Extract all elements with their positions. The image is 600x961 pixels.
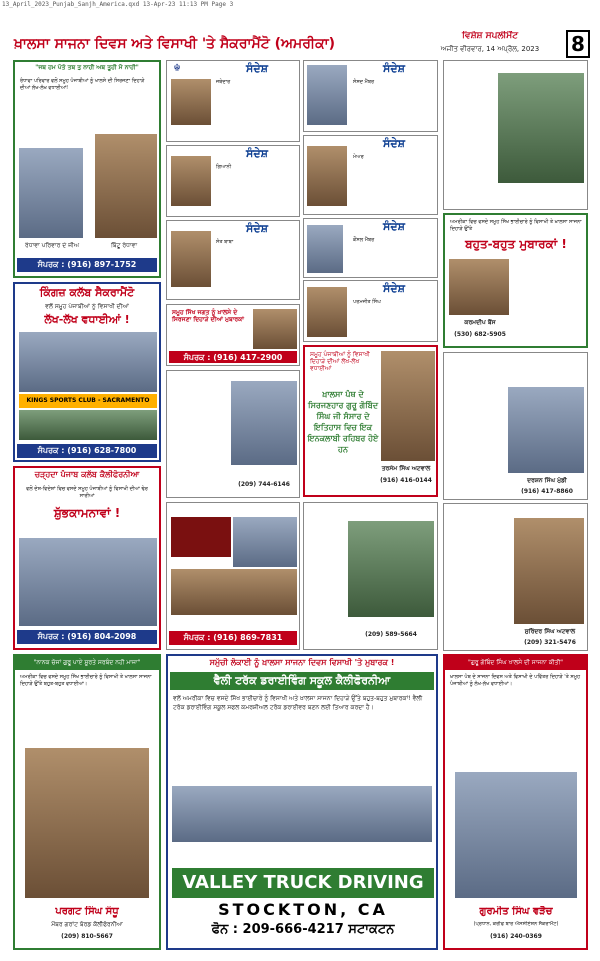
sandesh-message-7 bbox=[303, 280, 438, 342]
message-caption: ਮੇਅਰ bbox=[353, 154, 364, 160]
advertiser-name: ਕਰਮਦੀਪ ਬੈਂਸ bbox=[464, 319, 496, 326]
ad-mubarkan bbox=[443, 213, 588, 348]
gurbani-quote: "ਜਬ ਹਮ ਪੱਤੋ ਤਬ ਤੁ ਨਾਹੀ ਅਬ ਤੂਹੀ ਮੈ ਨਾਹੀ" bbox=[35, 64, 139, 71]
ad-surinder bbox=[443, 503, 588, 651]
portrait-photo bbox=[171, 231, 211, 287]
ad-header: "ਨਾਨਕ ਚੋਜਾਂ ਗੁਰੂ ਪਾਏ ਸੂਰਤੇ ਸਰਬੰਦ ਨਹੀ ਮਾਜਾ" bbox=[15, 656, 159, 670]
portrait-photo bbox=[381, 351, 435, 461]
members-photo-grid bbox=[19, 538, 157, 626]
portrait-photo bbox=[233, 517, 297, 567]
ad-body: ਖ਼ਾਲਸਾ ਪੰਥ ਦੇ ਸਾਜਨਾ ਦਿਵਸ ਅਤੇ ਵਿਸਾਖੀ ਦੇ ਪਵਿੱਤਰ ਦਿਹਾੜੇ 'ਤੇ ਸਮੂਹ ਪੰਜਾਬੀਆਂ ਨੂੰ ਲੱਖ-ਲੱਖ ਵਧਾਈਆਂ। bbox=[450, 674, 581, 687]
club-subtitle: ਵਲੋਂ ਦੇਸ਼-ਵਿਦੇਸ਼ਾਂ ਵਿਚ ਵਸਦੇ ਸਮੂਹ ਪੰਜਾਬੀਆਂ ਨੂੰ ਵਿਸਾਖੀ ਦੀਆਂ ਢੇਰ ਸਾਰੀਆਂ bbox=[26, 486, 148, 499]
ad-text-column bbox=[511, 259, 585, 339]
message-caption: ਸੰਤ ਬਾਬਾ bbox=[216, 239, 234, 245]
portrait-photo bbox=[231, 381, 297, 465]
message-title: ਸੰਦੇਸ਼ bbox=[246, 62, 268, 75]
team-photo bbox=[19, 410, 157, 440]
school-name: VALLEY TRUCK DRIVING bbox=[172, 868, 434, 898]
portrait-photo bbox=[25, 748, 149, 898]
contact-phone: ਫੋਨ : 209-666-4217 ਸਟਾਕਟਨ bbox=[211, 922, 395, 937]
sandesh-message-4 bbox=[303, 60, 438, 132]
ad-kings-club bbox=[13, 282, 161, 462]
ad-header: ਸਮੁੱਚੀ ਲੋਕਾਈ ਨੂੰ ਖ਼ਾਲਸਾ ਸਾਜਨਾ ਦਿਵਸ ਵਿਸਾਖੀ 'ਤੇ ਮੁਬਾਰਕ ! bbox=[209, 658, 395, 667]
ad-family bbox=[443, 60, 588, 210]
ad-gurmeet-varaich bbox=[443, 654, 588, 950]
portrait-photo bbox=[171, 79, 211, 125]
restaurant-logo bbox=[171, 517, 231, 557]
ad-body: ਰੰਧਾਵਾ ਪਰਿਵਾਰ ਵਲੋਂ ਸਮੂਹ ਪੰਜਾਬੀਆਂ ਨੂੰ ਖਾਲਸੇ ਦੀ ਸਿਰਜਣਾ ਦਿਹਾੜੇ ਦੀਆਂ ਲੱਖ-ਲੱਖ ਵਧਾਈਆਂ! bbox=[20, 78, 145, 91]
ad-body: ਵਲੋਂ ਅਮਰੀਕਾ ਵਿਚ ਵਸਦੇ ਸਿੱਖ ਭਾਈਚਾਰੇ ਨੂੰ ਵਿਸਾਖੀ ਅਤੇ ਖ਼ਾਲਸਾ ਸਾਜਨਾ ਦਿਹਾੜੇ ਉੱਤੇ ਬਹੁਤ-ਬਹੁਤ ਮੁਬਾਰਕਾਂ! ਵੈਲੀ ਟਰੱਕ ਡਰਾਈਵਿੰਗ ਸਕੂਲ ਸਫਲ ਕਮਰਸ਼ੀਅਲ ਟਰੱਕ ਡਰਾਈਵਰ ਬਣਨ ਲਈ ਤਿਆਰ ਕਰਦਾ ਹੈ। bbox=[173, 695, 423, 711]
family-photo bbox=[498, 73, 584, 183]
ad-body: ਸਮੂਹ ਸਿੱਖ ਜਗਤ ਨੂੰ ਖ਼ਾਲਸੇ ਦੇ ਸਿਰਜਣਾ ਦਿਹਾੜੇ ਦੀਆਂ ਮੁਬਾਰਕਾਂ bbox=[172, 309, 244, 323]
ad-body: ਅਮਰੀਕਾ ਵਿਚ ਵਸਦੇ ਸਮੂਹ ਸਿੱਖ ਭਾਈਚਾਰੇ ਨੂੰ ਵਿਸਾਖੀ ਤੇ ਖਾਲਸਾ ਸਾਜਨਾ ਦਿਹਾੜੇ ਉੱਤੇ ਬਹੁਤ-ਬਹੁਤ ਵਧਾਈਆਂ। bbox=[20, 674, 152, 687]
contact-phone: (209) 321-5476 bbox=[524, 639, 576, 646]
portrait-photo bbox=[171, 156, 211, 206]
advertiser-name: ਗੁਰਮੀਤ ਸਿੰਘ ਵੜੈਚ bbox=[479, 906, 553, 917]
contact-phone: ਸੰਪਰਕ : (916) 417-2900 bbox=[169, 351, 297, 363]
message-caption: ਗਿਆਨੀ bbox=[216, 164, 232, 170]
group-photo bbox=[348, 521, 434, 617]
ad-restaurant bbox=[166, 502, 300, 650]
message-title: ਸੰਦੇਸ਼ bbox=[383, 137, 405, 150]
ad-text-column bbox=[306, 517, 346, 627]
advertiser-name: ਤਰਸੇਮ ਸਿੰਘ ਅਟਵਾਲ bbox=[381, 465, 431, 472]
ad-headline: ਬਹੁਤ-ਬਹੁਤ ਮੁਬਾਰਕਾਂ ! bbox=[465, 237, 567, 251]
message-title: ਸੰਦੇਸ਼ bbox=[246, 222, 268, 235]
photo-caption: ਬਿੱਟੂ ਰੰਧਾਵਾ bbox=[110, 242, 138, 249]
portrait-photo bbox=[307, 146, 347, 206]
sandesh-message-5 bbox=[303, 135, 438, 215]
club-title: ਕਿੰਗਜ਼ ਕਲੱਬ ਸੈਕਰਾਮੈਂਟੋ bbox=[39, 286, 135, 299]
school-title: ਵੈਲੀ ਟਰੱਕ ਡਰਾਈਵਿੰਗ ਸਕੂਲ ਕੈਲੀਫੋਰਨੀਆ bbox=[170, 672, 434, 690]
portrait-photo bbox=[455, 772, 577, 898]
contact-phone: (916) 417-8860 bbox=[521, 488, 573, 495]
message-caption: ਜਥੇਦਾਰ bbox=[216, 79, 231, 85]
ad-darshan bbox=[443, 352, 588, 500]
masthead-title: ਖ਼ਾਲਸਾ ਸਾਜਨਾ ਦਿਵਸ ਅਤੇ ਵਿਸਾਖੀ 'ਤੇ ਸੈਕਰਾਮੈਂਟੋ (ਅਮਰੀਕਾ) bbox=[14, 36, 336, 52]
contact-phone: ਸੰਪਰਕ : (916) 897-1752 bbox=[17, 258, 157, 272]
club-banner: KINGS SPORTS CLUB - SACRAMENTO bbox=[19, 394, 157, 408]
group-photo bbox=[171, 569, 297, 615]
ad-pizza bbox=[166, 370, 300, 498]
portrait-photo bbox=[95, 134, 157, 238]
portrait-photo bbox=[449, 259, 509, 315]
ad-text-column bbox=[446, 518, 510, 628]
page-number: 8 bbox=[566, 30, 590, 58]
ad-header: ਸਮੂਹ ਪੰਜਾਬੀਆਂ ਨੂੰ ਵਿਸਾਖੀ ਦਿਹਾੜੇ ਦੀਆਂ ਲੱਖ-ਲੱਖ ਵਧਾਈਆਂ bbox=[310, 351, 370, 372]
contact-phone: (209) 810-5667 bbox=[61, 933, 113, 940]
message-caption: ਪਰਮਜੀਤ ਸਿੰਘ bbox=[353, 299, 381, 305]
issue-date: ਅਜੀਤ ਵੀਰਵਾਰ, 14 ਅਪ੍ਰੈਲ, 2023 bbox=[440, 45, 540, 53]
message-title: ਸੰਦੇਸ਼ bbox=[383, 220, 405, 233]
sandesh-message-1 bbox=[166, 60, 300, 142]
ad-intro: ਅਮਰੀਕਾ ਵਿਚ ਵਸਦੇ ਸਮੂਹ ਸਿੱਖ ਭਾਈਚਾਰੇ ਨੂੰ ਵਿਸਾਖੀ ਤੇ ਖ਼ਾਲਸਾ ਸਾਜਨਾ ਦਿਹਾੜੇ ਉੱਤੇ bbox=[450, 219, 582, 232]
supplement-label: ਵਿਸ਼ੇਸ਼ ਸਪਲੀਮੈਂਟ bbox=[462, 31, 518, 41]
ad-valley-truck-school bbox=[166, 654, 438, 950]
ad-randhawa bbox=[13, 60, 161, 278]
portrait-photo bbox=[307, 225, 343, 273]
team-photo-grid bbox=[19, 332, 157, 392]
club-wish: ਸ਼ੁੱਭਕਾਮਨਾਵਾਂ ! bbox=[53, 506, 121, 520]
ad-text-column bbox=[446, 367, 506, 471]
message-title: ਸੰਦੇਸ਼ bbox=[383, 282, 405, 295]
portrait-photo bbox=[508, 387, 584, 473]
masthead bbox=[10, 30, 590, 58]
ad-khalsa-panth bbox=[303, 345, 438, 497]
contact-phone: (916) 240-0369 bbox=[490, 933, 542, 940]
khanda-icon: ☬ bbox=[173, 63, 181, 74]
page-slug: 13_April_2023_Punjab_Sanjh_America.qxd 13-Apr-23 11:13 PM Page 3 bbox=[2, 1, 234, 8]
message-caption: ਕੌਂਸਲ ਮੈਂਬਰ bbox=[353, 237, 375, 243]
advertiser-name: ਪਰਗਟ ਸਿੰਘ ਸੰਧੂ bbox=[55, 906, 119, 917]
club-subtitle: ਵਲੋਂ ਸਮੂਹ ਪੰਜਾਬੀਆਂ ਨੂੰ ਵਿਸਾਖੀ ਦੀਆਂ bbox=[45, 303, 129, 310]
photo-caption: ਰੰਧਾਵਾ ਪਰਿਵਾਰ ਦੇ ਜੀਅ bbox=[25, 242, 79, 249]
sandesh-message-6 bbox=[303, 218, 438, 278]
sandesh-message-3 bbox=[166, 220, 300, 300]
advertiser-role: ਮੈਂਬਰ ਗਰਾਂਟ ਬੋਰਡ ਕੈਲੀਫੋਰਨੀਆ bbox=[51, 921, 123, 928]
club-wish: ਲੱਖ-ਲੱਖ ਵਧਾਈਆਂ ! bbox=[44, 313, 130, 326]
advertiser-name: ਦਰਸ਼ਨ ਸਿੰਘ ਮੁੰਡੀ bbox=[527, 477, 567, 484]
ad-pargat-sandhu bbox=[13, 654, 161, 950]
advertiser-role: (ਪ੍ਰਧਾਨ, ਕਰੀਫ ਬਾਰ ਐਸੋਸੀਏਸ਼ਨ ਸੈਕਰਾਮੈਂਟੋ) bbox=[473, 921, 559, 927]
contact-phone: ਸੰਪਰਕ : (916) 869-7831 bbox=[169, 631, 297, 645]
family-photo bbox=[19, 148, 83, 238]
sandesh-message-2 bbox=[166, 145, 300, 217]
contact-phone: ਸੰਪਰਕ : (916) 628-7800 bbox=[17, 444, 157, 458]
school-city: STOCKTON, CA bbox=[218, 900, 388, 919]
message-title: ਸੰਦੇਸ਼ bbox=[383, 62, 405, 75]
ad-text-column bbox=[446, 75, 496, 185]
club-title: ਚੜ੍ਹਦਾ ਪੰਜਾਬ ਕਲੱਬ ਕੈਲੀਫੋਰਨੀਆ bbox=[34, 470, 140, 479]
ad-text-column bbox=[169, 373, 229, 493]
message-caption: ਸੰਸਦ ਮੈਂਬਰ bbox=[353, 79, 375, 85]
contact-phone: ਸੰਪਰਕ : (916) 804-2098 bbox=[17, 630, 157, 644]
ad-chardi-punjab-club bbox=[13, 466, 161, 650]
portrait-photo bbox=[514, 518, 584, 624]
portrait-photo bbox=[307, 287, 347, 337]
contact-phone: (209) 744-6146 bbox=[238, 481, 290, 488]
contact-phone: (916) 416-0144 bbox=[380, 477, 432, 484]
advertiser-name: ਸੁਰਿੰਦਰ ਸਿੰਘ ਅਟਵਾਲ bbox=[524, 628, 576, 635]
portrait-photo bbox=[253, 309, 297, 349]
ad-phone-317 bbox=[166, 304, 300, 366]
portrait-photo bbox=[307, 65, 347, 125]
contact-phone: (530) 682-5905 bbox=[454, 331, 506, 338]
ad-message: ਖ਼ਾਲਸਾ ਪੰਥ ਦੇ ਸਿਰਜਣਹਾਰ ਗੁਰੂ ਗੋਬਿੰਦ ਸਿੰਘ ਜੀ ਸੰਸਾਰ ਦੇ ਇਤਿਹਾਸ ਵਿਚ ਇਕ ਇਨਕਲਾਬੀ ਰਹਿਬਰ ਹੋਏ ਹਨ bbox=[307, 390, 379, 454]
staff-photo-row bbox=[172, 786, 432, 842]
ad-header: "ਗੁਰੂ ਗੋਬਿੰਦ ਸਿੰਘ ਖਾਲਸੇ ਦੀ ਸਾਜਨਾ ਕੀਤੀ" bbox=[445, 656, 586, 670]
ad-punjab-group bbox=[303, 502, 438, 650]
message-title: ਸੰਦੇਸ਼ bbox=[246, 147, 268, 160]
contact-phone: (209) 589-5664 bbox=[365, 631, 417, 638]
